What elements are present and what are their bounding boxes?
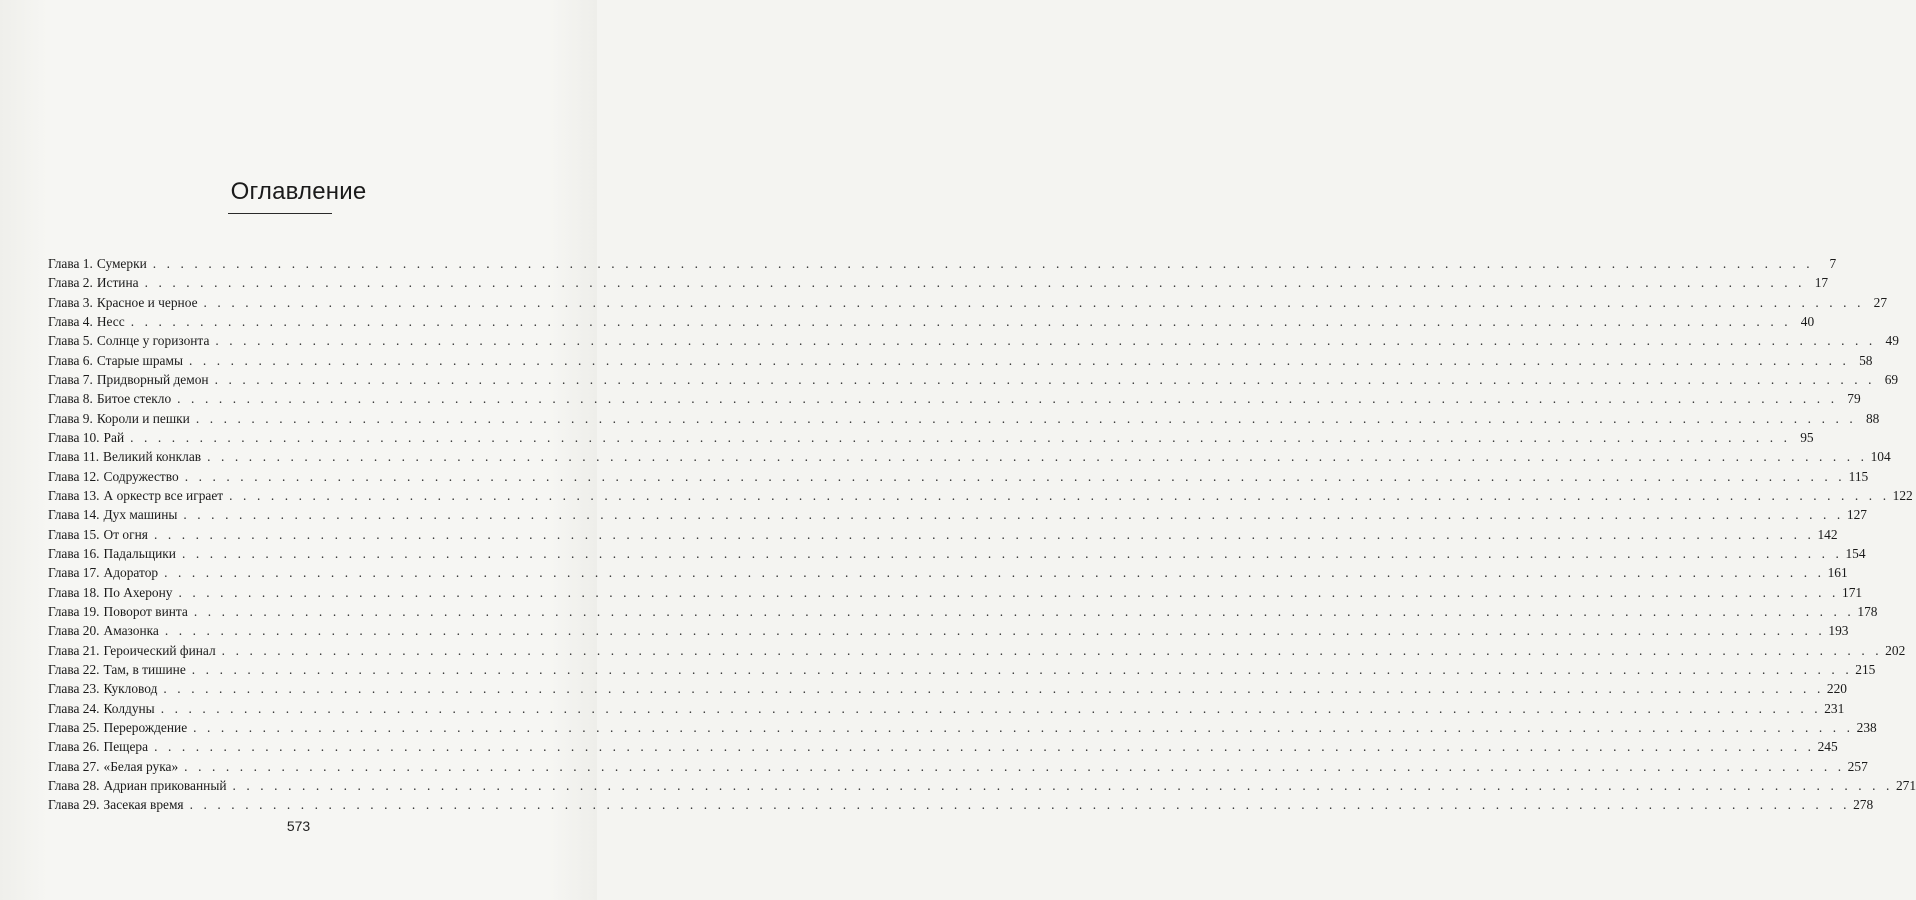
chapter-page-number: 88 xyxy=(1865,410,1880,426)
toc-entry xyxy=(48,563,1848,582)
dot-leader: . . . . . . . . . . . . . . . . . . . . . . . . . . . . . . . . . . . . . . . . . . . . . . . . . . . . . . . . . . . . . . . . . . . . . . . . . . . . . . . . . . . . . . . . . . . . . . . . . . . . . . . . . . . . . . . . . . . . . . . . xyxy=(193,603,1855,619)
dot-leader: . . . . . . . . . . . . . . . . . . . . . . . . . . . . . . . . . . . . . . . . . . . . . . . . . . . . . . . . . . . . . . . . . . . . . . . . . . . . . . . . . . . . . . . . . . . . . . . . . . . . . . . . . . . . . . . . . . . . . . . . xyxy=(144,275,1806,291)
contents-heading: Оглавление xyxy=(230,178,367,205)
chapter-title: Старые шрамы xyxy=(96,352,183,368)
chapter-label: Глава 13. xyxy=(48,487,100,503)
toc-entry xyxy=(48,679,1847,698)
toc-entry-title xyxy=(48,563,158,582)
toc-entry-title xyxy=(48,583,173,602)
toc-entry-title xyxy=(48,486,223,505)
chapter-page-number: 278 xyxy=(1853,797,1874,813)
toc-entry xyxy=(48,312,1815,331)
chapter-title: Истина xyxy=(96,275,139,291)
chapter-label: Глава 25. xyxy=(48,719,100,735)
chapter-page-number: 245 xyxy=(1817,739,1838,755)
chapter-title: Падальщики xyxy=(103,545,176,561)
toc-entry xyxy=(48,641,1906,660)
toc-entry-title xyxy=(48,389,171,408)
chapter-page-number: 58 xyxy=(1859,352,1873,368)
chapter-label: Глава 16. xyxy=(48,545,100,561)
chapter-page-number: 178 xyxy=(1857,603,1878,619)
chapter-page-number: 104 xyxy=(1870,449,1891,465)
chapter-label: Глава 10. xyxy=(48,429,100,445)
toc-entry-title xyxy=(48,447,201,466)
toc-entry xyxy=(48,757,1868,776)
dot-leader: . . . . . . . . . . . . . . . . . . . . . . . . . . . . . . . . . . . . . . . . . . . . . . . . . . . . . . . . . . . . . . . . . . . . . . . . . . . . . . . . . . . . . . . . . . . . . . . . . . . . . . . . . . . . . . . . . . . . . . . . xyxy=(203,294,1865,310)
chapter-page-number: 17 xyxy=(1814,275,1829,291)
toc-entry-title xyxy=(48,254,147,273)
dot-leader: . . . . . . . . . . . . . . . . . . . . . . . . . . . . . . . . . . . . . . . . . . . . . . . . . . . . . . . . . . . . . . . . . . . . . . . . . . . . . . . . . . . . . . . . . . . . . . . . . . . . . . . . . . . . . . . . . . . . . . . . xyxy=(191,661,1853,677)
toc-entry xyxy=(48,718,1877,737)
chapter-page-number: 142 xyxy=(1817,526,1838,542)
chapter-title: Сумерки xyxy=(96,256,147,271)
chapter-page-number: 257 xyxy=(1847,758,1868,774)
toc-entry-title xyxy=(48,679,157,698)
chapter-page-number: 171 xyxy=(1842,584,1863,600)
chapter-label: Глава 9. xyxy=(48,410,93,426)
toc-entry-title xyxy=(48,273,139,292)
toc-entry-title xyxy=(48,293,198,312)
chapter-label: Глава 19. xyxy=(48,603,100,619)
chapter-label: Глава 28. xyxy=(48,777,100,793)
chapter-page-number: 7 xyxy=(1829,256,1837,271)
chapter-page-number: 271 xyxy=(1895,777,1916,793)
dot-leader: . . . . . . . . . . . . . . . . . . . . . . . . . . . . . . . . . . . . . . . . . . . . . . . . . . . . . . . . . . . . . . . . . . . . . . . . . . . . . . . . . . . . . . . . . . . . . . . . . . . . . . . . . . . . . . . . . . . . . . . . xyxy=(178,584,1839,600)
chapter-page-number: 161 xyxy=(1827,565,1848,581)
toc-entry xyxy=(48,351,1873,370)
dot-leader: . . . . . . . . . . . . . . . . . . . . . . . . . . . . . . . . . . . . . . . . . . . . . . . . . . . . . . . . . . . . . . . . . . . . . . . . . . . . . . . . . . . . . . . . . . . . . . . . . . . . . . . . . . . . . . . . . . . . . . . . xyxy=(221,642,1883,658)
chapter-page-number: 215 xyxy=(1855,661,1876,677)
chapter-page-number: 122 xyxy=(1892,487,1913,503)
toc-entry xyxy=(48,428,1814,447)
toc-entry-title xyxy=(48,660,186,679)
chapter-label: Глава 6. xyxy=(48,352,93,368)
chapter-title: Короли и пешки xyxy=(96,410,190,426)
toc-entry xyxy=(48,621,1849,640)
toc-entry xyxy=(48,776,1916,795)
chapter-label: Глава 15. xyxy=(48,526,100,542)
chapter-label: Глава 18. xyxy=(48,584,100,600)
dot-leader: . . . . . . . . . . . . . . . . . . . . . . . . . . . . . . . . . . . . . . . . . . . . . . . . . . . . . . . . . . . . . . . . . . . . . . . . . . . . . . . . . . . . . . . . . . . . . . . . . . . . . . . . . . . . . . . . . . . . . . . . xyxy=(130,313,1792,329)
chapter-page-number: 193 xyxy=(1828,623,1849,639)
toc-entry-title xyxy=(48,718,187,737)
chapter-title: Содружество xyxy=(103,468,179,484)
chapter-page-number: 69 xyxy=(1884,371,1899,387)
toc-entry xyxy=(48,505,1867,524)
toc-entry-title xyxy=(48,757,178,776)
toc-entry xyxy=(48,795,1874,814)
chapter-label: Глава 27. xyxy=(48,758,100,774)
toc-entry-title xyxy=(48,525,148,544)
heading-underline xyxy=(228,213,332,214)
chapter-label: Глава 22. xyxy=(48,661,100,677)
chapter-page-number: 231 xyxy=(1824,700,1845,716)
chapter-page-number: 95 xyxy=(1800,429,1814,445)
toc-entry-title xyxy=(48,699,155,718)
toc-entry xyxy=(48,737,1838,756)
toc-entry-title xyxy=(48,312,125,331)
toc-entry xyxy=(48,293,1888,312)
chapter-title: Кукловод xyxy=(103,681,158,697)
dot-leader: . . . . . . . . . . . . . . . . . . . . . . . . . . . . . . . . . . . . . . . . . . . . . . . . . . . . . . . . . . . . . . . . . . . . . . . . . . . . . . . . . . . . . . . . . . . . . . . . . . . . . . . . . . . . . . . . . . . . . . . . xyxy=(177,391,1838,407)
dot-leader: . . . . . . . . . . . . . . . . . . . . . . . . . . . . . . . . . . . . . . . . . . . . . . . . . . . . . . . . . . . . . . . . . . . . . . . . . . . . . . . . . . . . . . . . . . . . . . . . . . . . . . . . . . . . . . . . . . . . . . . . xyxy=(163,681,1824,697)
toc-entry-title xyxy=(48,544,176,563)
dot-leader: . . . . . . . . . . . . . . . . . . . . . . . . . . . . . . . . . . . . . . . . . . . . . . . . . . . . . . . . . . . . . . . . . . . . . . . . . . . . . . . . . . . . . . . . . . . . . . . . . . . . . . . . . . . . . . . . . . . . . . . . xyxy=(189,797,1851,813)
chapter-title: Пещера xyxy=(103,739,149,755)
chapter-page-number: 27 xyxy=(1873,294,1888,310)
chapter-label: Глава 2. xyxy=(48,275,93,291)
toc-entry xyxy=(48,544,1866,563)
chapter-title: Поворот винта xyxy=(103,603,188,619)
toc-entry xyxy=(48,602,1878,621)
toc-entry xyxy=(48,389,1861,408)
chapter-label: Глава 20. xyxy=(48,623,100,639)
dot-leader: . . . . . . . . . . . . . . . . . . . . . . . . . . . . . . . . . . . . . . . . . . . . . . . . . . . . . . . . . . . . . . . . . . . . . . . . . . . . . . . . . . . . . . . . . . . . . . . . . . . . . . . . . . . . . . . . . . . . . . . . xyxy=(229,487,1890,503)
toc-entry-title xyxy=(48,776,226,795)
chapter-title: Колдуны xyxy=(103,700,155,716)
chapter-page-number: 40 xyxy=(1800,313,1815,329)
toc-entry xyxy=(48,273,1829,292)
chapter-page-number: 202 xyxy=(1885,642,1906,658)
dot-leader: . . . . . . . . . . . . . . . . . . . . . . . . . . . . . . . . . . . . . . . . . . . . . . . . . . . . . . . . . . . . . . . . . . . . . . . . . . . . . . . . . . . . . . . . . . . . . . . . . . . . . . . . . . . . . . . . . . . . . . . . xyxy=(181,545,1843,561)
chapter-label: Глава 17. xyxy=(48,565,100,581)
toc-entry-title xyxy=(48,602,188,621)
chapter-title: Красное и черное xyxy=(96,294,198,310)
toc-entry xyxy=(48,254,1837,273)
chapter-page-number: 115 xyxy=(1848,468,1869,484)
chapter-title: А оркестр все играет xyxy=(103,487,224,503)
dot-leader: . . . . . . . . . . . . . . . . . . . . . . . . . . . . . . . . . . . . . . . . . . . . . . . . . . . . . . . . . . . . . . . . . . . . . . . . . . . . . . . . . . . . . . . . . . . . . . . . . . . . . . . . . . . . . . . . . . . . . . . . xyxy=(164,565,1825,581)
chapter-label: Глава 26. xyxy=(48,739,100,755)
chapter-page-number: 49 xyxy=(1885,333,1899,349)
toc-entry-title xyxy=(48,621,159,640)
toc-entry xyxy=(48,447,1891,466)
chapter-label: Глава 5. xyxy=(48,333,93,349)
dot-leader: . . . . . . . . . . . . . . . . . . . . . . . . . . . . . . . . . . . . . . . . . . . . . . . . . . . . . . . . . . . . . . . . . . . . . . . . . . . . . . . . . . . . . . . . . . . . . . . . . . . . . . . . . . . . . . . . . . . . . . . . xyxy=(183,507,1844,523)
chapter-label: Глава 1. xyxy=(48,256,93,271)
chapter-label: Глава 29. xyxy=(48,797,100,813)
toc-entry xyxy=(48,525,1838,544)
chapter-title: Рай xyxy=(103,429,125,445)
dot-leader: . . . . . . . . . . . . . . . . . . . . . . . . . . . . . . . . . . . . . . . . . . . . . . . . . . . . . . . . . . . . . . . . . . . . . . . . . . . . . . . . . . . . . . . . . . . . . . . . . . . . . . . . . . . . . . . . . . . . . . . . xyxy=(152,256,1814,271)
chapter-title: Великий конклав xyxy=(103,449,202,465)
toc-entry xyxy=(48,409,1880,428)
chapter-title: Перерождение xyxy=(103,719,188,735)
toc-entry xyxy=(48,486,1913,505)
dot-leader: . . . . . . . . . . . . . . . . . . . . . . . . . . . . . . . . . . . . . . . . . . . . . . . . . . . . . . . . . . . . . . . . . . . . . . . . . . . . . . . . . . . . . . . . . . . . . . . . . . . . . . . . . . . . . . . . . . . . . . . . xyxy=(207,449,1868,465)
chapter-label: Глава 11. xyxy=(48,449,100,465)
chapter-title: Там, в тишине xyxy=(103,661,186,677)
toc-entry xyxy=(48,331,1899,350)
toc-entry-title xyxy=(48,505,177,524)
chapter-label: Глава 23. xyxy=(48,681,100,697)
toc-entry-title xyxy=(48,351,183,370)
toc-entry-title xyxy=(48,467,179,486)
chapter-title: Придворный демон xyxy=(96,371,209,387)
chapter-label: Глава 14. xyxy=(48,507,100,523)
chapter-label: Глава 21. xyxy=(48,642,100,658)
dot-leader: . . . . . . . . . . . . . . . . . . . . . . . . . . . . . . . . . . . . . . . . . . . . . . . . . . . . . . . . . . . . . . . . . . . . . . . . . . . . . . . . . . . . . . . . . . . . . . . . . . . . . . . . . . . . . . . . . . . . . . . . xyxy=(130,429,1791,445)
dot-leader: . . . . . . . . . . . . . . . . . . . . . . . . . . . . . . . . . . . . . . . . . . . . . . . . . . . . . . . . . . . . . . . . . . . . . . . . . . . . . . . . . . . . . . . . . . . . . . . . . . . . . . . . . . . . . . . . . . . . . . . . xyxy=(193,719,1854,735)
chapter-title: Засекая время xyxy=(103,797,184,813)
dot-leader: . . . . . . . . . . . . . . . . . . . . . . . . . . . . . . . . . . . . . . . . . . . . . . . . . . . . . . . . . . . . . . . . . . . . . . . . . . . . . . . . . . . . . . . . . . . . . . . . . . . . . . . . . . . . . . . . . . . . . . . . xyxy=(195,410,1857,426)
toc-entry-title xyxy=(48,795,184,814)
toc-entry-title xyxy=(48,409,190,428)
toc-entry xyxy=(48,370,1899,389)
dot-leader: . . . . . . . . . . . . . . . . . . . . . . . . . . . . . . . . . . . . . . . . . . . . . . . . . . . . . . . . . . . . . . . . . . . . . . . . . . . . . . . . . . . . . . . . . . . . . . . . . . . . . . . . . . . . . . . . . . . . . . . . xyxy=(214,371,1876,387)
toc-entry-title xyxy=(48,370,209,389)
chapter-title: По Ахерону xyxy=(103,584,173,600)
chapter-label: Глава 3. xyxy=(48,294,93,310)
table-of-contents xyxy=(48,254,1916,815)
page-number: 573 xyxy=(286,818,311,834)
chapter-page-number: 154 xyxy=(1845,545,1866,561)
dot-leader: . . . . . . . . . . . . . . . . . . . . . . . . . . . . . . . . . . . . . . . . . . . . . . . . . . . . . . . . . . . . . . . . . . . . . . . . . . . . . . . . . . . . . . . . . . . . . . . . . . . . . . . . . . . . . . . . . . . . . . . . xyxy=(232,777,1893,793)
dot-leader: . . . . . . . . . . . . . . . . . . . . . . . . . . . . . . . . . . . . . . . . . . . . . . . . . . . . . . . . . . . . . . . . . . . . . . . . . . . . . . . . . . . . . . . . . . . . . . . . . . . . . . . . . . . . . . . . . . . . . . . . xyxy=(215,333,1876,349)
dot-leader: . . . . . . . . . . . . . . . . . . . . . . . . . . . . . . . . . . . . . . . . . . . . . . . . . . . . . . . . . . . . . . . . . . . . . . . . . . . . . . . . . . . . . . . . . . . . . . . . . . . . . . . . . . . . . . . . . . . . . . . . xyxy=(160,700,1822,716)
chapter-title: Битое стекло xyxy=(96,391,172,407)
toc-entry xyxy=(48,583,1863,602)
toc-entry xyxy=(48,660,1876,679)
dot-leader: . . . . . . . . . . . . . . . . . . . . . . . . . . . . . . . . . . . . . . . . . . . . . . . . . . . . . . . . . . . . . . . . . . . . . . . . . . . . . . . . . . . . . . . . . . . . . . . . . . . . . . . . . . . . . . . . . . . . . . . . xyxy=(153,526,1815,542)
chapter-label: Глава 24. xyxy=(48,700,100,716)
chapter-title: Дух машины xyxy=(103,507,178,523)
dot-leader: . . . . . . . . . . . . . . . . . . . . . . . . . . . . . . . . . . . . . . . . . . . . . . . . . . . . . . . . . . . . . . . . . . . . . . . . . . . . . . . . . . . . . . . . . . . . . . . . . . . . . . . . . . . . . . . . . . . . . . . . xyxy=(184,468,1846,484)
toc-entry xyxy=(48,467,1869,486)
chapter-label: Глава 8. xyxy=(48,391,93,407)
chapter-title: Адоратор xyxy=(103,565,159,581)
toc-entry-title xyxy=(48,641,216,660)
chapter-page-number: 79 xyxy=(1847,391,1861,407)
chapter-page-number: 220 xyxy=(1826,681,1847,697)
chapter-title: «Белая рука» xyxy=(103,758,179,774)
chapter-title: Адриан прикованный xyxy=(103,777,227,793)
dot-leader: . . . . . . . . . . . . . . . . . . . . . . . . . . . . . . . . . . . . . . . . . . . . . . . . . . . . . . . . . . . . . . . . . . . . . . . . . . . . . . . . . . . . . . . . . . . . . . . . . . . . . . . . . . . . . . . . . . . . . . . . xyxy=(154,739,1815,755)
dot-leader: . . . . . . . . . . . . . . . . . . . . . . . . . . . . . . . . . . . . . . . . . . . . . . . . . . . . . . . . . . . . . . . . . . . . . . . . . . . . . . . . . . . . . . . . . . . . . . . . . . . . . . . . . . . . . . . . . . . . . . . . xyxy=(188,352,1850,368)
chapter-title: Амазонка xyxy=(103,623,159,639)
toc-entry-title xyxy=(48,428,124,447)
chapter-label: Глава 7. xyxy=(48,371,93,387)
chapter-page-number: 238 xyxy=(1856,719,1877,735)
chapter-title: Героический финал xyxy=(103,642,216,658)
chapter-title: Несс xyxy=(96,313,125,329)
dot-leader: . . . . . . . . . . . . . . . . . . . . . . . . . . . . . . . . . . . . . . . . . . . . . . . . . . . . . . . . . . . . . . . . . . . . . . . . . . . . . . . . . . . . . . . . . . . . . . . . . . . . . . . . . . . . . . . . . . . . . . . . xyxy=(184,758,1845,774)
toc-entry xyxy=(48,699,1845,718)
toc-entry-title xyxy=(48,737,148,756)
chapter-label: Глава 12. xyxy=(48,468,100,484)
chapter-title: От огня xyxy=(103,526,148,542)
chapter-label: Глава 4. xyxy=(48,313,93,329)
toc-entry-title xyxy=(48,331,209,350)
chapter-page-number: 127 xyxy=(1846,507,1867,523)
dot-leader: . . . . . . . . . . . . . . . . . . . . . . . . . . . . . . . . . . . . . . . . . . . . . . . . . . . . . . . . . . . . . . . . . . . . . . . . . . . . . . . . . . . . . . . . . . . . . . . . . . . . . . . . . . . . . . . . . . . . . . . . xyxy=(164,623,1826,639)
chapter-title: Солнце у горизонта xyxy=(96,333,210,349)
